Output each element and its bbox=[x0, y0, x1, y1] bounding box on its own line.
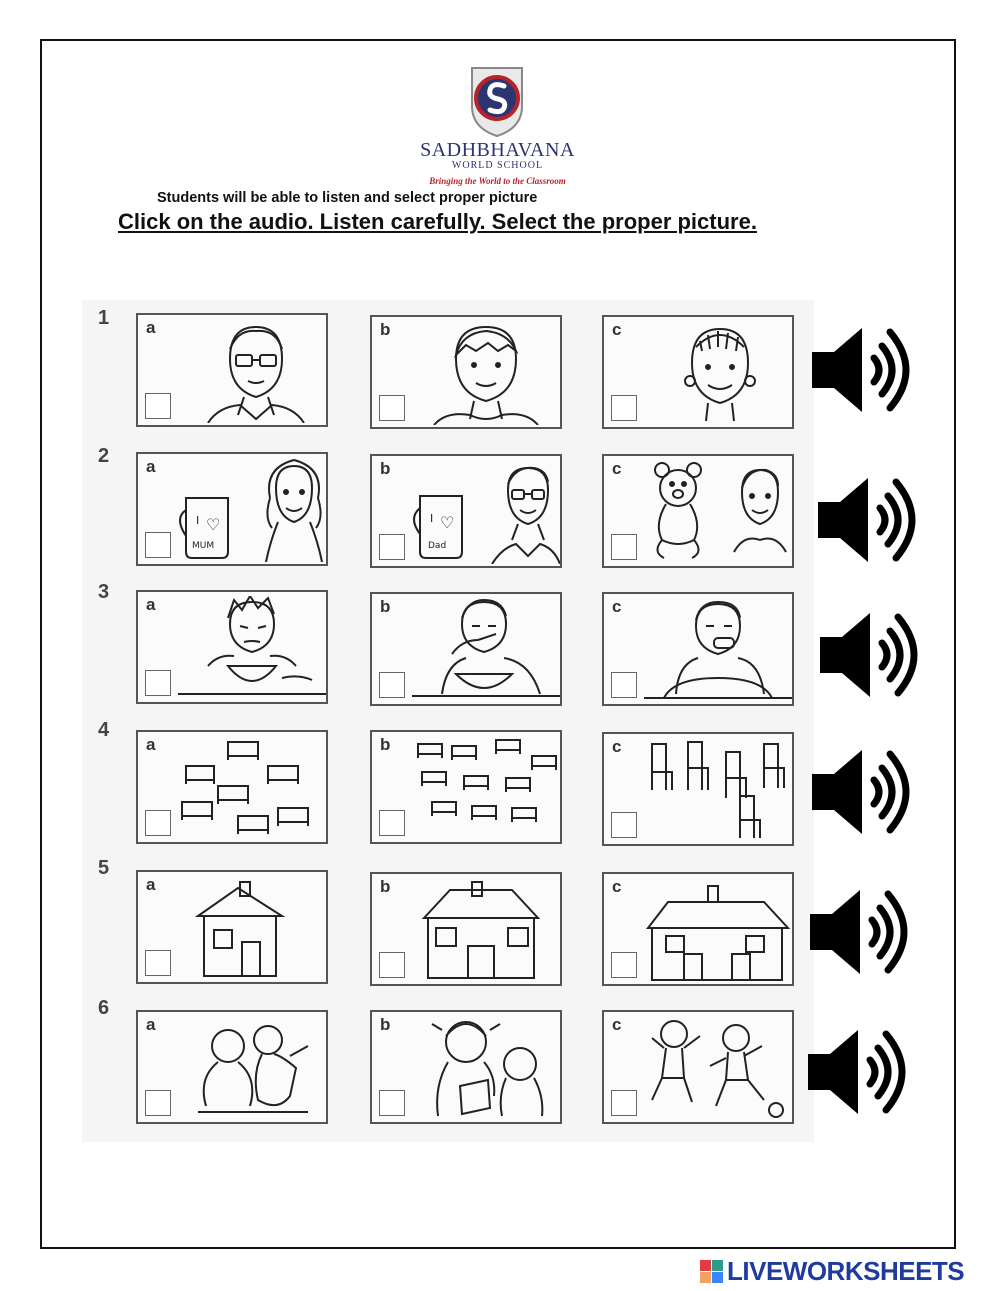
answer-checkbox[interactable] bbox=[611, 395, 637, 421]
answer-checkbox[interactable] bbox=[611, 812, 637, 838]
speaker-icon[interactable] bbox=[804, 1024, 912, 1120]
mug-text: I bbox=[196, 514, 200, 527]
answer-checkbox[interactable] bbox=[611, 534, 637, 560]
learning-objective: Students will be able to listen and select proper picture bbox=[157, 190, 538, 206]
answer-checkbox[interactable] bbox=[145, 1090, 171, 1116]
liveworksheets-blocks-icon bbox=[700, 1260, 723, 1283]
question-number: 6 bbox=[98, 997, 110, 1019]
children-playing-picture bbox=[178, 1016, 326, 1120]
children-playing-football-picture bbox=[644, 1016, 792, 1120]
answer-checkbox[interactable] bbox=[145, 810, 171, 836]
option-card-1b[interactable] bbox=[370, 315, 562, 429]
speaker-icon[interactable] bbox=[808, 744, 916, 840]
option-card-3b[interactable] bbox=[370, 592, 562, 706]
instruction-heading: Click on the audio. Listen carefully. Select the proper picture. bbox=[118, 209, 757, 234]
speaker-icon[interactable] bbox=[816, 607, 924, 703]
children-reading-picture bbox=[412, 1016, 560, 1120]
option-letter: c bbox=[612, 459, 622, 478]
answer-checkbox[interactable] bbox=[145, 950, 171, 976]
option-card-1c[interactable] bbox=[602, 315, 794, 429]
answer-checkbox[interactable] bbox=[379, 1090, 405, 1116]
option-letter: b bbox=[380, 459, 391, 478]
option-letter: b bbox=[380, 1015, 391, 1034]
question-number: 3 bbox=[98, 581, 110, 603]
option-letter: a bbox=[146, 735, 156, 754]
question-number: 1 bbox=[98, 307, 110, 329]
logo-block bbox=[712, 1272, 723, 1283]
mug-text: I bbox=[430, 512, 434, 525]
speaker-icon[interactable] bbox=[808, 322, 916, 418]
answer-checkbox[interactable] bbox=[145, 532, 171, 558]
option-card-6c[interactable] bbox=[602, 1010, 794, 1124]
boy-eating-soup-picture bbox=[412, 598, 560, 702]
option-letter: a bbox=[146, 595, 156, 614]
question-number: 4 bbox=[98, 719, 110, 741]
speaker-icon[interactable] bbox=[814, 472, 922, 568]
option-letter: b bbox=[380, 735, 391, 754]
option-card-3c[interactable] bbox=[602, 592, 794, 706]
school-logo bbox=[466, 66, 528, 138]
answer-checkbox[interactable] bbox=[379, 395, 405, 421]
answer-checkbox[interactable] bbox=[611, 672, 637, 698]
man-with-glasses-picture bbox=[178, 319, 326, 423]
question-number: 2 bbox=[98, 445, 110, 467]
answer-checkbox[interactable] bbox=[611, 952, 637, 978]
option-letter: b bbox=[380, 597, 391, 616]
boy-face-picture bbox=[412, 321, 560, 425]
house-with-door-and-windows-picture bbox=[412, 878, 560, 982]
option-card-5c[interactable] bbox=[602, 872, 794, 986]
question-number: 5 bbox=[98, 857, 110, 879]
option-letter: a bbox=[146, 875, 156, 894]
answer-checkbox[interactable] bbox=[379, 952, 405, 978]
answer-checkbox[interactable] bbox=[611, 1090, 637, 1116]
option-card-6b[interactable] bbox=[370, 1010, 562, 1124]
more-beds-picture bbox=[412, 736, 560, 840]
logo-block bbox=[712, 1260, 723, 1271]
option-letter: b bbox=[380, 320, 391, 339]
option-card-6a[interactable] bbox=[136, 1010, 328, 1124]
option-card-4b[interactable] bbox=[370, 730, 562, 844]
option-card-2a[interactable] bbox=[136, 452, 328, 566]
house-two-doors-picture bbox=[644, 878, 792, 982]
option-letter: a bbox=[146, 457, 156, 476]
speaker-icon[interactable] bbox=[806, 884, 914, 980]
option-card-3a[interactable] bbox=[136, 590, 328, 704]
logo-block bbox=[700, 1272, 711, 1283]
option-card-4a[interactable] bbox=[136, 730, 328, 844]
answer-checkbox[interactable] bbox=[379, 534, 405, 560]
heart-icon: ♡ bbox=[206, 515, 221, 534]
chairs-picture bbox=[644, 738, 792, 842]
liveworksheets-logo[interactable] bbox=[700, 1258, 964, 1284]
option-letter: c bbox=[612, 1015, 622, 1034]
teddy-and-boy-picture bbox=[644, 460, 792, 564]
boy-eating-bread-picture bbox=[644, 598, 792, 702]
option-letter: c bbox=[612, 877, 622, 896]
option-letter: b bbox=[380, 877, 391, 896]
school-subtitle: WORLD SCHOOL bbox=[451, 160, 544, 171]
liveworksheets-wordmark: LIVEWORKSHEETS bbox=[727, 1256, 965, 1286]
mug-text: MUM bbox=[192, 541, 215, 551]
option-card-2b[interactable] bbox=[370, 454, 562, 568]
option-letter: c bbox=[612, 320, 622, 339]
answer-checkbox[interactable] bbox=[145, 670, 171, 696]
mug-and-woman-picture bbox=[178, 458, 326, 562]
option-letter: c bbox=[612, 737, 622, 756]
answer-checkbox[interactable] bbox=[379, 810, 405, 836]
option-card-1a[interactable] bbox=[136, 313, 328, 427]
mug-and-man-picture bbox=[412, 460, 560, 564]
school-tagline: Bringing the World to the Classroom bbox=[429, 176, 566, 186]
school-name: SADHBHAVANA bbox=[420, 139, 575, 161]
house-picture bbox=[178, 876, 326, 980]
option-letter: c bbox=[612, 597, 622, 616]
option-card-5a[interactable] bbox=[136, 870, 328, 984]
option-card-4c[interactable] bbox=[602, 732, 794, 846]
option-letter: a bbox=[146, 318, 156, 337]
boy-with-bowl-picture bbox=[178, 596, 326, 700]
option-letter: a bbox=[146, 1015, 156, 1034]
mug-text: Dad bbox=[428, 541, 447, 551]
beds-picture bbox=[178, 736, 326, 840]
option-card-2c[interactable] bbox=[602, 454, 794, 568]
heart-icon: ♡ bbox=[440, 513, 455, 532]
answer-checkbox[interactable] bbox=[379, 672, 405, 698]
woman-braids-picture bbox=[644, 321, 792, 425]
logo-block bbox=[700, 1260, 711, 1271]
answer-checkbox[interactable] bbox=[145, 393, 171, 419]
option-card-5b[interactable] bbox=[370, 872, 562, 986]
